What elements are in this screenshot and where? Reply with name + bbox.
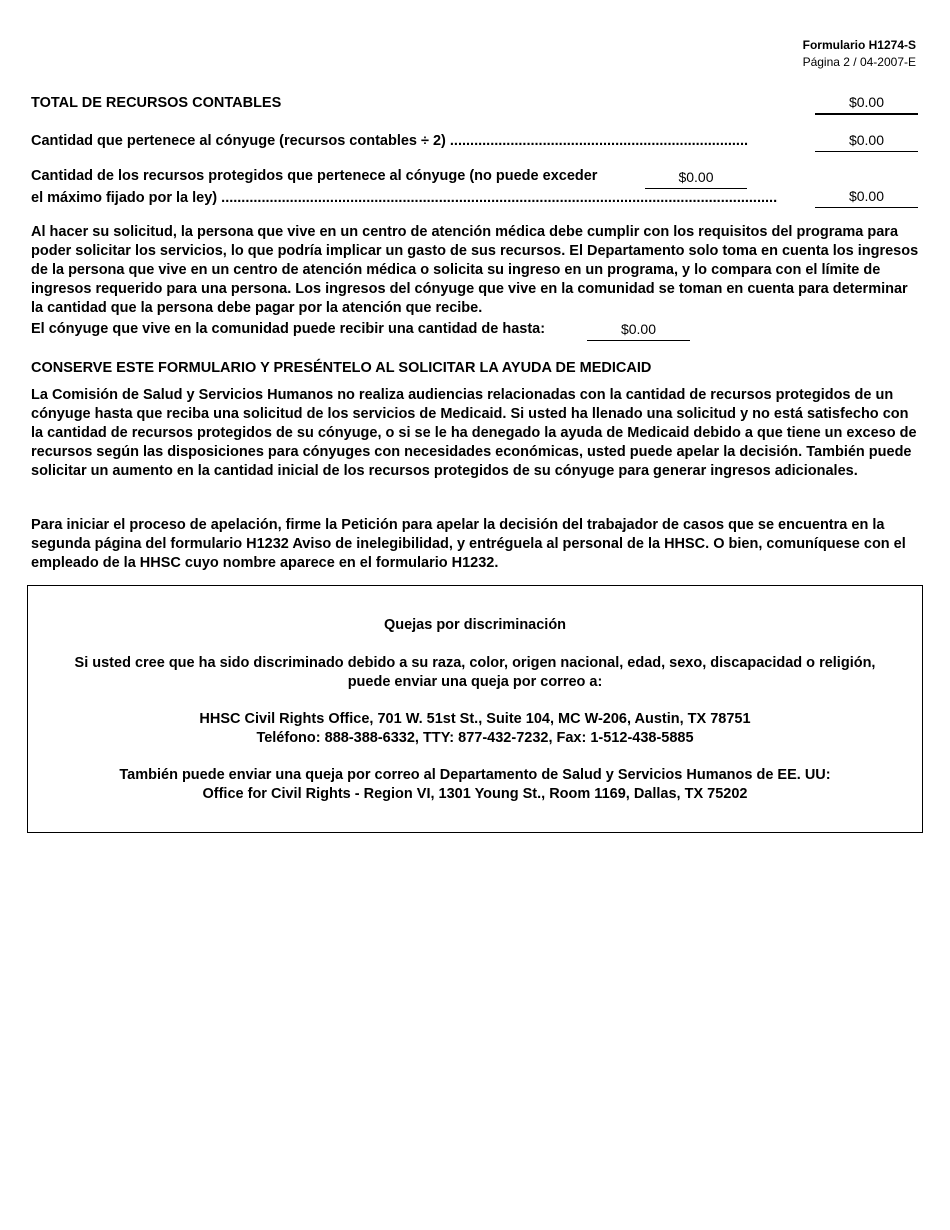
total-resources-field[interactable]: $0.00 xyxy=(815,94,918,115)
complaints-line-2: puede enviar una queja por correo a: xyxy=(347,674,603,690)
total-resources-label: TOTAL DE RECURSOS CONTABLES xyxy=(31,95,282,111)
appeal-paragraph: Para iniciar el proceso de apelación, firme la Petición para apelar la decisión del trabajador de casos que se encuentra en la segunda página del formulario H1232 Aviso de inelegibilidad, y entréguela al personal de la HHSC. O bien, comuníquese con el empleado de la HHSC cuyo nombre aparece en el formulario H1232. xyxy=(31,517,906,571)
community-spouse-field[interactable]: $0.00 xyxy=(587,321,690,341)
eligibility-paragraph: Al hacer su solicitud, la persona que vive en un centro de atención médica debe cumplir con los requisitos del programa para poder solicitar los servicios, lo que podría implicar un gasto de sus recursos. El Departamento solo toma en cuenta los ingresos de la persona que vive en un centro de atención médica o solicita su ingreso en un programa, y lo compara con el límite de ingresos requerido para una persona. Los ingresos del cónyuge que vive en la comunidad se toman en cuenta para determinar la cantidad que la persona debe pagar por la atención que recibe. xyxy=(31,224,919,316)
hearings-paragraph: La Comisión de Salud y Servicios Humanos no realiza audiencias relacionadas con la cantidad de recursos protegidos de un cónyuge hasta que reciba una solicitud de los servicios de Medicaid. Si usted ha llenado una solicitud y no está satisfecho con la cantidad de recursos protegidos de su cónyuge, o si se le ha denegado la ayuda de Medicaid debido a que tiene un exceso de recursos según las disposiciones para cónyuges con necesidades económicas, usted puede apelar la decisión. También puede solicitar un aumento en la cantidad inicial de los recursos protegidos de su cónyuge para generar ingresos adicionales. xyxy=(31,387,917,479)
community-spouse-label: El cónyuge que vive en la comunidad puede recibir una cantidad de hasta: xyxy=(31,321,546,337)
page-info: Página 2 / 04-2007-E xyxy=(802,55,916,69)
protected-resources-field[interactable]: $0.00 xyxy=(815,188,918,208)
keep-form-heading: CONSERVE ESTE FORMULARIO Y PRESÉNTELO AL SOLICITAR LA AYUDA DE MEDICAID xyxy=(31,360,652,376)
federal-complaint-line-1: También puede enviar una queja por correo al Departamento de Salud y Servicios Humanos de EE. UU: xyxy=(119,767,831,783)
complaints-title: Quejas por discriminación xyxy=(383,617,567,633)
protected-resources-label-1: Cantidad de los recursos protegidos que pertenece al cónyuge (no puede exceder xyxy=(31,168,598,184)
protected-resources-inline-field[interactable]: $0.00 xyxy=(645,169,747,189)
hhsc-address: HHSC Civil Rights Office, 701 W. 51st St., Suite 104, MC W-206, Austin, TX 78751 xyxy=(199,711,751,727)
protected-resources-label-2: el máximo fijado por la ley) .......................................................................................................................................... xyxy=(31,190,778,206)
federal-complaint-line-2: Office for Civil Rights - Region VI, 1301 Young St., Room 1169, Dallas, TX 75202 xyxy=(202,786,748,802)
spouse-share-field[interactable]: $0.00 xyxy=(815,132,918,152)
hhsc-phone: Teléfono: 888-388-6332, TTY: 877-432-7232, Fax: 1-512-438-5885 xyxy=(256,730,694,746)
form-number: Formulario H1274-S xyxy=(802,38,916,52)
complaints-line-1: Si usted cree que ha sido discriminado debido a su raza, color, origen nacional, edad, sexo, discapacidad o religión, xyxy=(74,655,876,671)
discrimination-complaints-box xyxy=(27,585,923,833)
spouse-share-label: Cantidad que pertenece al cónyuge (recursos contables ÷ 2) .......................................................................... xyxy=(31,133,749,149)
